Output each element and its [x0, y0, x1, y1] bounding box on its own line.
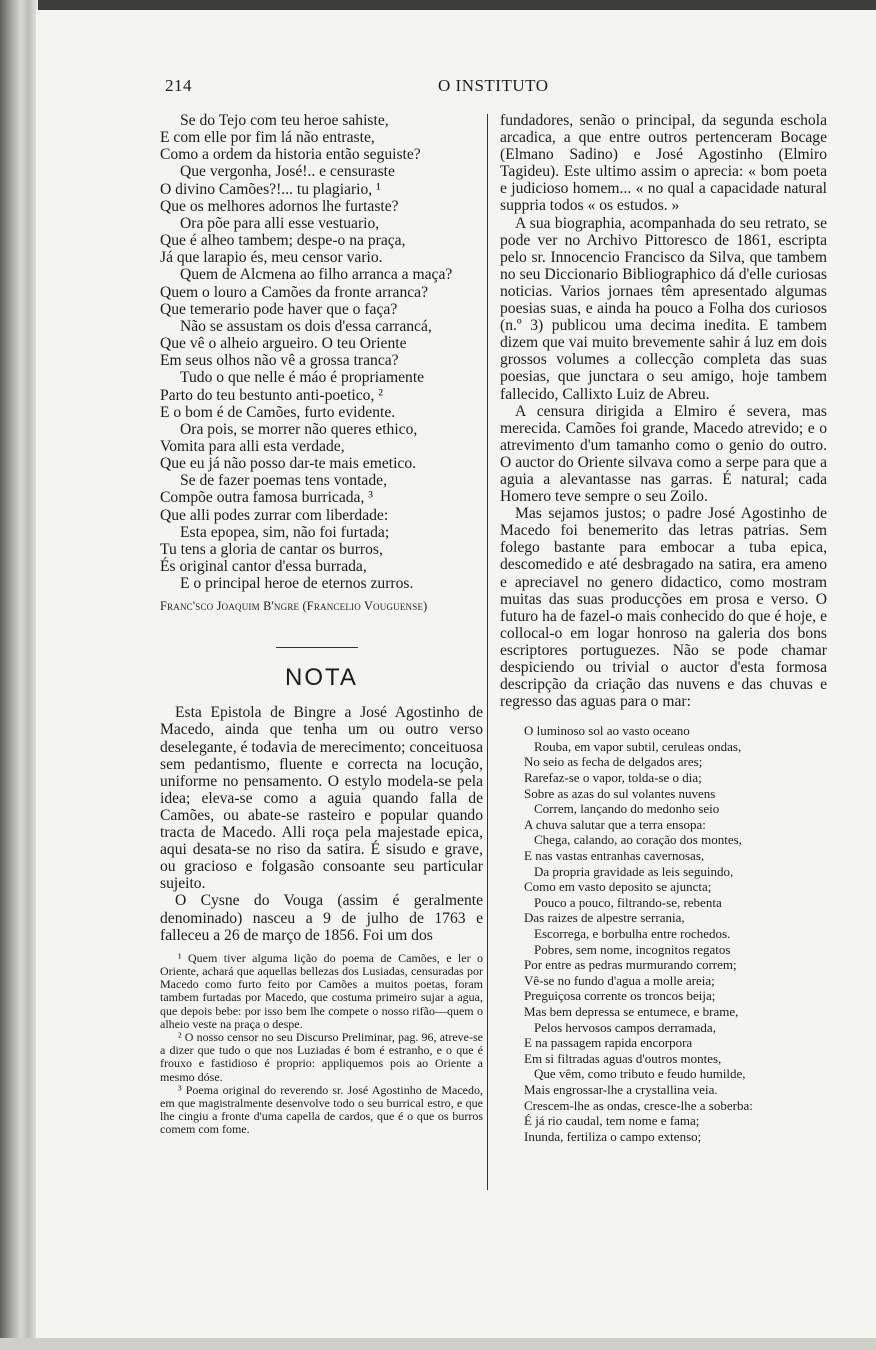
quoted-poem-line: A chuva salutar que a terra ensopa:	[524, 816, 706, 832]
page-number: 214	[165, 76, 192, 95]
poem-line: Que alli podes zurrar com liberdade:	[160, 506, 389, 524]
quoted-poem-line: No seio as fecha de delgados ares;	[524, 754, 703, 770]
footnote: ² O nosso censor no seu Discurso Preliminar, pag. 96, atreve-se a dizer que tudo o que nos Luziadas é bom é estranho, e o que é frouxo e fastidioso é proprio: appliquemos pois ao Oriente a mesmo dóse.	[160, 1029, 483, 1084]
quoted-poem	[524, 723, 827, 1144]
poem-line: Quem o louro a Camões da fronte arranca?	[160, 283, 429, 301]
quoted-poem-line: Crescem-lhe as ondas, cresce-lhe a soberba:	[524, 1097, 753, 1113]
quoted-poem-line: Pouco a pouco, filtrando-se, rebenta	[534, 894, 722, 910]
poem	[160, 112, 483, 592]
quoted-poem-line: Pelos hervosos campos derramada,	[534, 1019, 716, 1035]
poem-line: Esta epopea, sim, não foi furtada;	[180, 523, 390, 541]
quoted-poem-line: Mais engrossar-lhe a crystallina veia.	[524, 1081, 718, 1097]
body-paragraph: Mas sejamos justos; o padre José Agostinho de Macedo foi benemerito das letras patrias. Sem folego bastante para embocar a tuba epica, descomedido e até desbragado na satira, era ameno e apreciavel no genero didactico, como mostram muitas das suas producções em prosa e verso. O futuro ha de fazel-o mais conhecido do que é hoje, e collocal-o em logar honroso na galeria dos bons escriptores portuguezes. Não se pode chamar despiciendo ou trivial o auctor d'esta formosa descripção da criação das nuvens e das chuvas e regresso das aguas para o mar:	[500, 505, 827, 711]
quoted-poem-line: Como em vasto deposito se ajuncta;	[524, 879, 712, 895]
section-rule	[276, 647, 358, 648]
quoted-poem-line: Escorrega, e borbulha entre rochedos.	[534, 926, 731, 941]
quoted-poem-line: Mas bem depressa se entumece, e brame,	[524, 1003, 739, 1019]
poem-line: E o principal heroe de eternos zurros.	[180, 575, 414, 593]
poem-line: Que vergonha, José!.. e censuraste	[180, 163, 395, 181]
poem-line: Quem de Alcmena ao filho arranca a maça?	[180, 266, 453, 284]
quoted-poem-line: O luminoso sol ao vasto oceano	[524, 723, 690, 739]
quoted-poem-line: Em si filtradas aguas d'outros montes,	[524, 1050, 722, 1066]
scan-bottom-edge	[0, 1338, 876, 1350]
poem-line: Não se assustam os dois d'essa carrancá,	[180, 317, 432, 335]
quoted-poem-line: Sobre as azas do sul volantes nuvens	[524, 785, 716, 801]
quoted-poem-line: Pobres, sem nome, incognitos regatos	[534, 941, 731, 957]
footnote: ¹ Quem tiver alguma lição do poema de Camões, e ler o Oriente, achará que aquellas bellezas dos Lusiadas, censuradas por Macedo como furto feito por Camões a muitos poetas, foram tambem furtadas por Macedo, que costuma primeiro sujar a agua, que depois bebe: por isso bem lhe compete o nosso rifão—quem o alheio veste na praça o despe.	[160, 950, 483, 1031]
poem-line: És original cantor d'essa burrada,	[160, 558, 367, 576]
nota-paragraph: O Cysne do Vouga (assim é geralmente denominado) nasceu a 9 de julho de 1763 e falleceu a 26 de março de 1856. Foi um dos	[160, 892, 483, 944]
quoted-poem-line: Rarefaz-se o vapor, tolda-se o dia;	[524, 770, 702, 786]
footnote: ³ Poema original do reverendo sr. José Agostinho de Macedo, em que magistralmente desenvolve todo o seu burrical estro, e que lhe cingiu a fronte d'uma capella de cardos, que é o que os burros comem com fome.	[160, 1082, 483, 1137]
poem-line: E o bom é de Camões, furto evidente.	[160, 403, 396, 421]
poem-line: O divino Camões?!... tu plagiario, ¹	[160, 180, 381, 198]
quoted-poem-line: Que vêm, como tributo e feudo humilde,	[534, 1066, 746, 1082]
quoted-poem-line: Inunda, fertiliza o campo extenso;	[524, 1128, 702, 1144]
book-binding-edge	[0, 0, 38, 1350]
left-column	[160, 112, 483, 1137]
nota-heading: NOTA	[285, 664, 358, 692]
journal-title: O INSTITUTO	[438, 76, 549, 95]
quoted-poem-line: Das raizes de alpestre serrania,	[524, 910, 685, 926]
poem-line: E com elle por fim lá não entraste,	[160, 129, 375, 147]
quoted-poem-line: E na passagem rapida encorpora	[524, 1035, 693, 1051]
poem-line: Ora põe para alli esse vestuario,	[180, 214, 380, 232]
quoted-poem-line: Chega, calando, ao coração dos montes,	[534, 832, 742, 848]
right-body	[500, 112, 827, 710]
poem-line: Se do Tejo com teu heroe sahiste,	[180, 112, 389, 129]
poem-line: Em seus olhos não vê a grossa tranca?	[160, 352, 399, 370]
poem-line: Parto do teu bestunto anti-poetico, ²	[160, 386, 383, 404]
poem-line: Que é alheo tambem; despe-o na praça,	[160, 232, 406, 250]
poem-line: Que os melhores adornos lhe furtaste?	[160, 197, 399, 215]
quoted-poem-line: Correm, lançando do medonho seio	[534, 801, 720, 817]
poem-line: Compõe outra famosa burricada, ³	[160, 489, 373, 507]
quoted-poem-line: Vê-se no fundo d'agua a molle areia;	[524, 972, 715, 988]
column-rule	[487, 114, 488, 1190]
poem-line: Como a ordem da historia então seguiste?	[160, 146, 421, 164]
poem-line: Vomita para alli esta verdade,	[160, 437, 345, 455]
poem-line: Tu tens a gloria de cantar os burros,	[160, 540, 383, 558]
quoted-poem-line: É já rio caudal, tem nome e fama;	[524, 1113, 700, 1129]
quoted-poem-line: E nas vastas entranhas cavernosas,	[524, 848, 705, 864]
body-paragraph: A censura dirigida a Elmiro é severa, mas merecida. Camões foi grande, Macedo atrevido; e o atrevimento d'um tamanho como o genio do outro. O auctor do Oriente silvava como a serpe para que a aguia a alevantasse nas garras. É natural; cada Homero teve sempre o seu Zoilo.	[500, 402, 827, 506]
poem-line: Que temerario pode haver que o faça?	[160, 300, 398, 318]
nota-body	[160, 704, 483, 943]
body-paragraph: A sua biographia, acompanhada do seu retrato, se pode ver no Archivo Pittoresco de 1861, escripta pelo sr. Innocencio Francisco da Silva, que tambem no seu Diccionario Bibliographico dá d'elle curiosas noticias. Varios jornaes têm apresentado algumas poesias suas, e ainda ha pouco a Folha dos curiosos (n.º 3) publicou uma decima inedita. E tambem dizem que vai muito brevemente sahir á luz em dois grossos volumes a collecção completa das suas poesias, que junctara o seu amigo, hoje tambem fallecido, Callixto Luiz de Abreu.	[500, 214, 827, 403]
poem-line: Já que larapio és, meu censor vario.	[160, 249, 383, 267]
quoted-poem-line: Preguiçosa corrente os troncos beija;	[524, 988, 716, 1004]
poem-line: Que eu já não posso dar-te mais emetico.	[160, 455, 417, 473]
poem-line: Tudo o que nelle é máo é propriamente	[180, 369, 425, 387]
quoted-poem-line: Rouba, em vapor subtil, ceruleas ondas,	[534, 738, 742, 754]
poem-line: Se de fazer poemas tens vontade,	[180, 472, 387, 490]
quoted-poem-line: Por entre as pedras murmurando correm;	[524, 957, 737, 973]
body-paragraph: fundadores, senão o principal, da segunda eschola arcadica, a que entre outros pertenceram Bocage (Elmano Sadino) e José Agostinho (Elmiro Tagideu). Este ultimo assim o aprecia: « bom poeta e judicioso homem... « no qual a capacidade natural suppria todos « os estudos. »	[500, 112, 827, 215]
poem-line: Que vê o alheio argueiro. O teu Oriente	[160, 335, 407, 353]
author-signature: Franc'sco Joaquim B'ngre (Francelio Vouguense)	[160, 599, 428, 614]
right-column	[500, 112, 827, 1144]
poem-line: Ora pois, se morrer não queres ethico,	[180, 420, 418, 438]
nota-paragraph: Esta Epistola de Bingre a José Agostinho de Macedo, ainda que tenha um ou outro verso deselegante, é todavia de merecimento; conceituosa sem pedantismo, fluente e correcta na locução, uniforme no pensamento. O estylo modela-se pela idea; eleva-se como a aguia quando falla de Camões, ou abate-se rasteiro e popular quando tracta de Macedo. Alli roça pela majestade epica, aqui desata-se no riso da satira. É sisudo e grave, ou gracioso e folgasão consoante seu particular sujeito.	[160, 704, 483, 893]
quoted-poem-line: Da propria gravidade as leis seguindo,	[534, 863, 734, 879]
footnotes	[160, 952, 483, 1137]
